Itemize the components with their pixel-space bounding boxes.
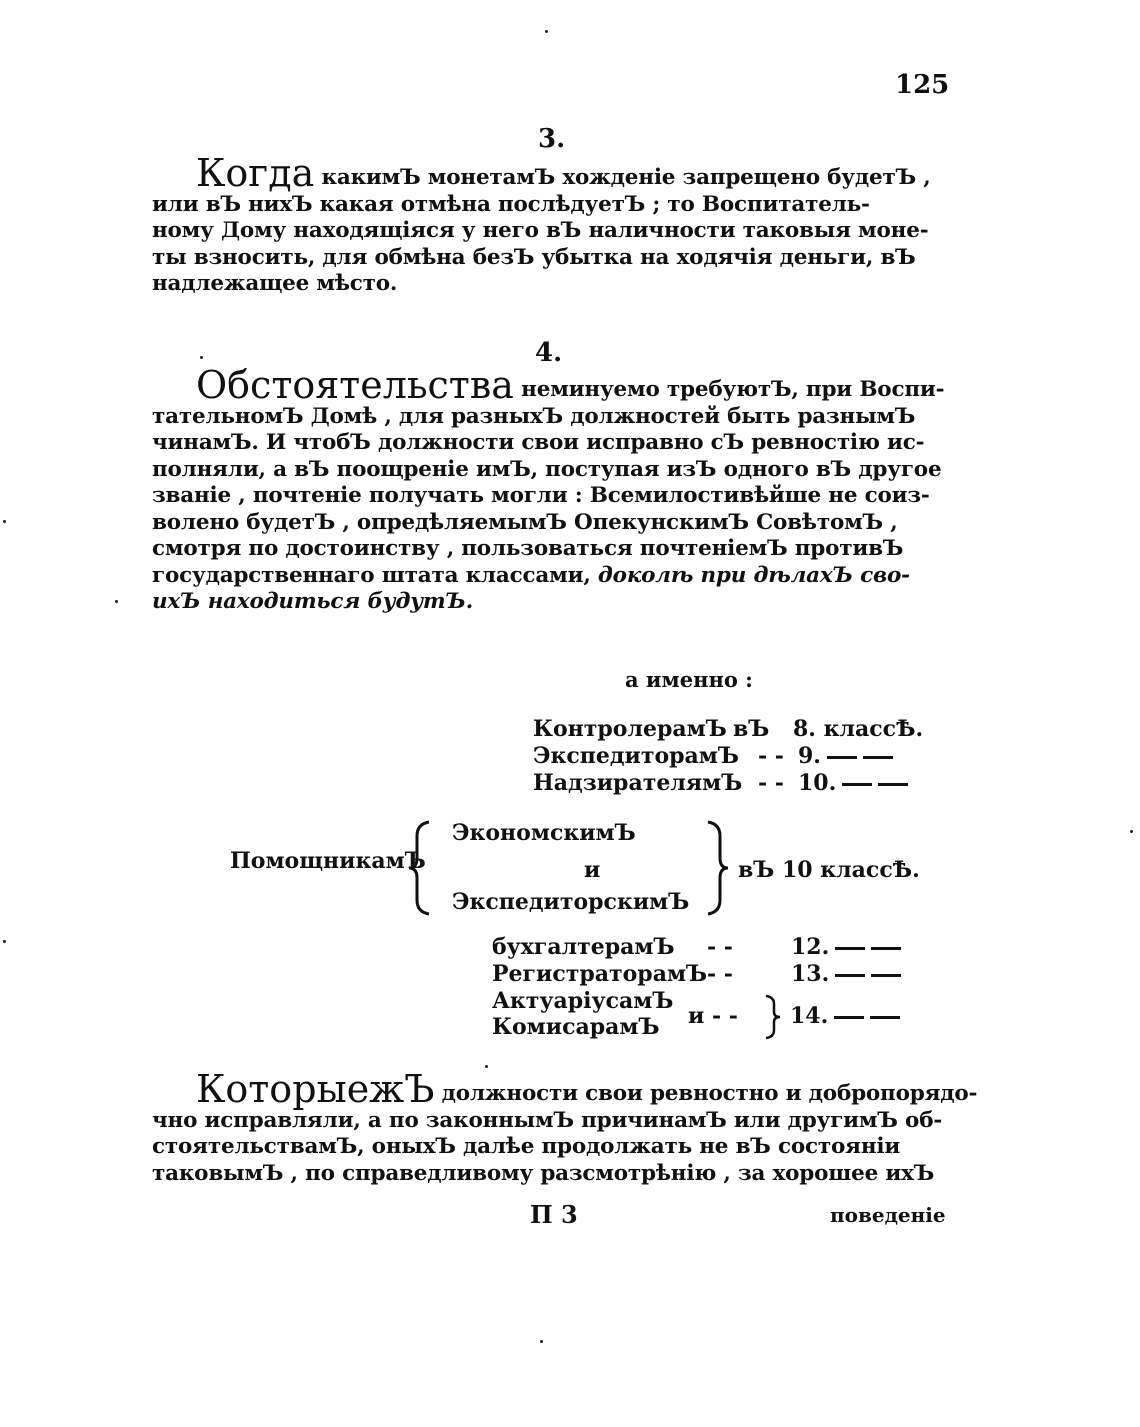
paragraph-line: КоторыежЪ должности свои ревностно и добропорядо-	[196, 1067, 978, 1111]
paragraph-line: чно исправляли, а по законнымЪ причинамЪ или другимЪ об-	[152, 1107, 943, 1133]
assistants-class: вЪ 10 классѢ.	[738, 857, 920, 883]
ditto-dash	[871, 974, 901, 977]
scan-speck	[115, 600, 118, 603]
closing-paragraph	[152, 1067, 978, 1187]
ditto-dash	[835, 974, 865, 977]
paragraph-line: ты взносить, для обмѣна безЪ убытка на ходячія деньги, вЪ	[152, 244, 916, 270]
scan-speck	[540, 1340, 543, 1343]
rank-name: АктуаріусамЪ	[492, 988, 674, 1014]
paragraph-line: Когда какимЪ монетамЪ хожденіе запрещено будетЪ ,	[196, 151, 931, 195]
paragraph-line: государственнаго штата классами, доколѣ при дѣлахЪ сво-	[152, 562, 910, 588]
ditto-dash	[842, 783, 872, 786]
rank-name: КомисарамЪ	[492, 1014, 660, 1040]
scan-speck	[1130, 830, 1133, 833]
section-3-paragraph	[152, 151, 947, 298]
rank-row: НадзирателямЪ - - 10.	[533, 770, 908, 796]
paragraph-line: стоятельствамЪ, оныхЪ далѣе продолжать не вЪ состояніи	[152, 1134, 901, 1159]
paragraph-line: или вЪ нихЪ какая отмѣна послѣдуетЪ ; то Воспитатель-	[152, 191, 870, 217]
scan-speck	[200, 356, 203, 359]
rank-separator: и - -	[688, 1003, 738, 1029]
section-4-paragraph	[152, 363, 947, 616]
paragraph-line: чинамЪ. И чтобЪ должности свои исправно сЪ ревностію ис-	[152, 430, 925, 455]
page-number: 125	[895, 70, 950, 100]
assistant-item: ЭкспедиторскимЪ	[452, 889, 690, 915]
section-number-3: 3.	[538, 124, 566, 154]
ditto-dash	[871, 947, 901, 950]
rank-row: КонтролерамЪ вЪ 8. классѢ.	[533, 716, 924, 742]
paragraph-line: тательномЪ Домѣ , для разныхЪ должностей быть разнымЪ	[152, 403, 916, 429]
ditto-dash	[878, 783, 908, 786]
paragraph-line: таковымЪ , по справедливому разсмотрѣнію , за хорошее ихЪ	[152, 1160, 935, 1186]
rank-row: РегистраторамЪ- - 13.	[492, 961, 901, 987]
ditto-dash	[835, 947, 865, 950]
scan-speck	[485, 1065, 488, 1068]
assistants-label: ПомощникамЪ	[230, 848, 426, 874]
assistant-item: ЭкономскимЪ	[452, 820, 636, 846]
paragraph-line: званіе , почтеніе получать могли : Всемилостивѣйше не соиз-	[152, 483, 930, 508]
scan-speck	[545, 30, 548, 33]
drop-word: КоторыежЪ	[196, 1067, 435, 1111]
drop-word: Обстоятельства	[196, 363, 514, 407]
rank-row: бухгалтерамЪ - - 12.	[492, 934, 901, 960]
small-brace	[762, 994, 782, 1040]
paragraph-line: надлежащее мѣсто.	[152, 271, 398, 296]
assistant-conjunction: и	[584, 857, 601, 883]
scan-speck	[3, 940, 6, 943]
paragraph-line: ному Дому находящіяся у него вЪ наличности таковыя моне-	[152, 218, 929, 243]
scan-speck	[3, 520, 6, 523]
italic-phrase: доколѣ при дѣлахЪ сво-	[590, 562, 910, 588]
list-intro: а именно :	[625, 667, 753, 692]
drop-word: Когда	[196, 151, 315, 195]
paragraph-line: ихЪ находиться будутЪ.	[152, 589, 474, 614]
ditto-dash	[827, 756, 857, 759]
catchword: поведеніе	[830, 1203, 946, 1227]
paragraph-line: волено будетЪ , опредѣляемымЪ ОпекунскимЪ СовѣтомЪ ,	[152, 509, 898, 535]
ditto-dash	[870, 1016, 900, 1019]
rank-row: ЭкспедиторамЪ - - 9.	[533, 743, 893, 769]
printer-signature: П 3	[530, 1200, 578, 1229]
paragraph-line: Обстоятельства неминуемо требуютЪ, при Воспи-	[196, 363, 945, 407]
ditto-dash	[834, 1016, 864, 1019]
rank-row: 14.	[790, 1003, 900, 1029]
right-brace	[702, 818, 732, 918]
left-brace	[405, 818, 435, 918]
ditto-dash	[863, 756, 893, 759]
section-number-4: 4.	[535, 338, 563, 368]
paragraph-line: смотря по достоинству , пользоваться почтеніемЪ противЪ	[152, 536, 904, 561]
paragraph-line: полняли, а вЪ поощреніе имЪ, поступая изЪ одного вЪ другое	[152, 456, 942, 482]
